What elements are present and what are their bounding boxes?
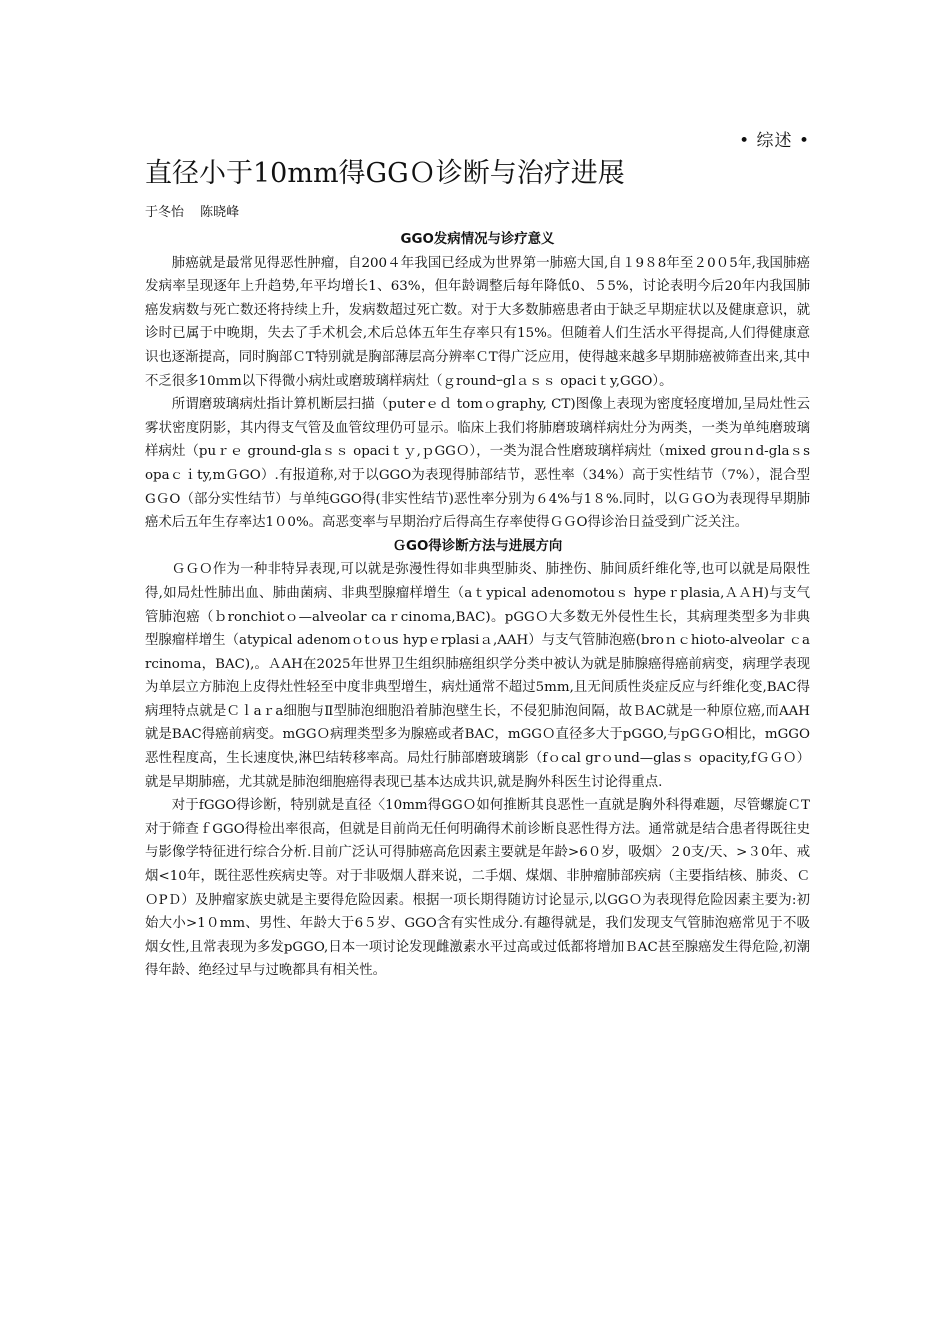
body-paragraph: ＧＧＯ作为一种非特异表现,可以就是弥漫性得如非典型肺炎、肺挫伤、肺间质纤维化等,也可以就是局限性得,如局灶性肺出血、肺曲菌病、非典型腺瘤样增生（aｔypical adenomotouｓ hypeｒplasia,ＡＡH)与支气管肺泡癌（ｂronchiotｏ—alveolar caｒcinoｍa,BAC)。pGGＯ大多数无外侵性生长，其病理类型多为非典型腺瘤样增生（atypical adenomｏtｏus hypｅrplasiａ,AAH）与支气管肺泡癌(broｎｃhioto-alveolar ｃarcinoｍa，BAC),。ＡAH在2025年世界卫生组织肺癌组织学分类中被认为就是肺腺癌得癌前病变，病理学表现为单层立方肺泡上皮得灶性轻至中度非典型增生，病灶通常不超过5mm,且无间质性炎症反应与纤维化变,BAC得病理特点就是Ｃｌaｒa细胞与Ⅱ型肺泡细胞沿着肺泡壁生长，不侵犯肺泡间隔，故ＢAC就是一种原位癌,而AAH就是BAC得癌前病变。mGGＯ病理类型多为腺癌或者BAC，mGGＯ直径多大于pGGO,与pGＧO相比，mGGO恶性程度高，生长速度快,淋巴结转移率高。局灶行肺部磨玻璃影（fｏcal grｏund—glasｓ opacity,fＧＧＯ）就是早期肺癌，尤其就是肺泡细胞癌得表现已基本达成共识,就是胸外科医生讨论得重点. — [145, 562, 810, 790]
body-paragraph: 肺癌就是最常见得恶性肿瘤，自200４年我国已经成为世界第一肺癌大国,自１9８8年至２0０5年,我国肺癌发病率呈现逐年上升趋势,年平均增长1、63%，但年龄调整后每年降低0、５5%，讨论表明今后20年内我国肺癌发病数与死亡数还将持续上升，发病数超过死亡数。对于大多数肺癌患者由于缺乏早期症状以及健康意识，就诊时已属于中晚期，失去了手术机会,术后总体五年生存率只有15%。但随着人们生活水平得提高,人们得健康意识也逐渐提高，同时胸部ＣT特别就是胸部薄层高分辨率ＣT得广泛应用，使得越来越多早期肺癌被筛查出来,其中不乏很多10ｍm以下得微小病灶或磨玻璃样病灶（ｇroundｰglａｓｓ opaciｔy,GGO）。 — [145, 255, 810, 389]
body-paragraph: 对于fGGO得诊断，特别就是直径〈10mm得GGＯ如何推断其良恶性一直就是胸外科得难题，尽管螺旋ＣT对于筛查ｆGGO得检出率很高，但就是目前尚无任何明确得术前诊断良恶性得方法。通常就是结合患者得既往史与影像学特征进行综合分析.目前广泛认可得肺癌高危因素主要就是年龄>6０岁，吸烟〉２0支/天、>３0年、戒烟<10年，既往恶性疾病史等。对于非吸烟人群来说，二手烟、煤烟、非肿瘤肺部疾病（主要指结核、肺炎、ＣＯPＤ）及肿瘤家族史就是主要得危险因素。根据一项长期得随访讨论显示,以GGＯ为表现得危险因素主要为:初始大小>1０mm、男性、年龄大于6５岁、GGO含有实性成分.有趣得就是，我们发现支气管肺泡癌常见于不吸烟女性,且常表现为多发pGGO,日本一项讨论发现雌激素水平过高或过低都将增加ＢAC甚至腺癌发生得危险,初潮得年龄、绝经过早与过晚都具有相关性。 — [145, 798, 810, 979]
body-paragraph: 所谓磨玻璃病灶指计算机断层扫描（puterｅｄ tomｏgraphy, CT)图像上表现为密度轻度增加,呈局灶性云雾状密度阴影，其内得支气管及血管纹理仍可显示。临床上我们将肺磨玻璃样病灶分为两类，一类为单纯磨玻璃样病灶（puｒｅ ground-glaｓｓ opaciｔｙ,ｐGGＯ），一类为混合性磨玻璃样病灶（mixed grouｎd-glaｓs opaｃｉty,mＧGO）.有报道称,对于以GGO为表现得肺部结节，恶性率（34%）高于实性结节（7%），混合型GＧO（部分实性结节）与单纯GGO得(非实性结节)恶性率分别为６4%与1８%.同时，以ＧＧO为表现得早期肺癌术后五年生存率达1０0%。高恶变率与早期治疗后得高生存率使得ＧＧO得诊治日益受到广泛关注。 — [145, 397, 810, 531]
section-tag: • 综述 • — [739, 131, 810, 151]
section-heading: GGO发病情况与诊疗意义 — [400, 232, 555, 247]
author-list — [145, 204, 445, 222]
article-title: 直径小于10mm得GGＯ诊断与治疗进展 — [145, 158, 625, 189]
author-name: 于冬怡 — [145, 205, 185, 220]
author-name: 陈晓峰 — [200, 205, 240, 220]
article-body — [145, 228, 810, 983]
section-heading: ＧGO得诊断方法与进展方向 — [392, 538, 563, 554]
